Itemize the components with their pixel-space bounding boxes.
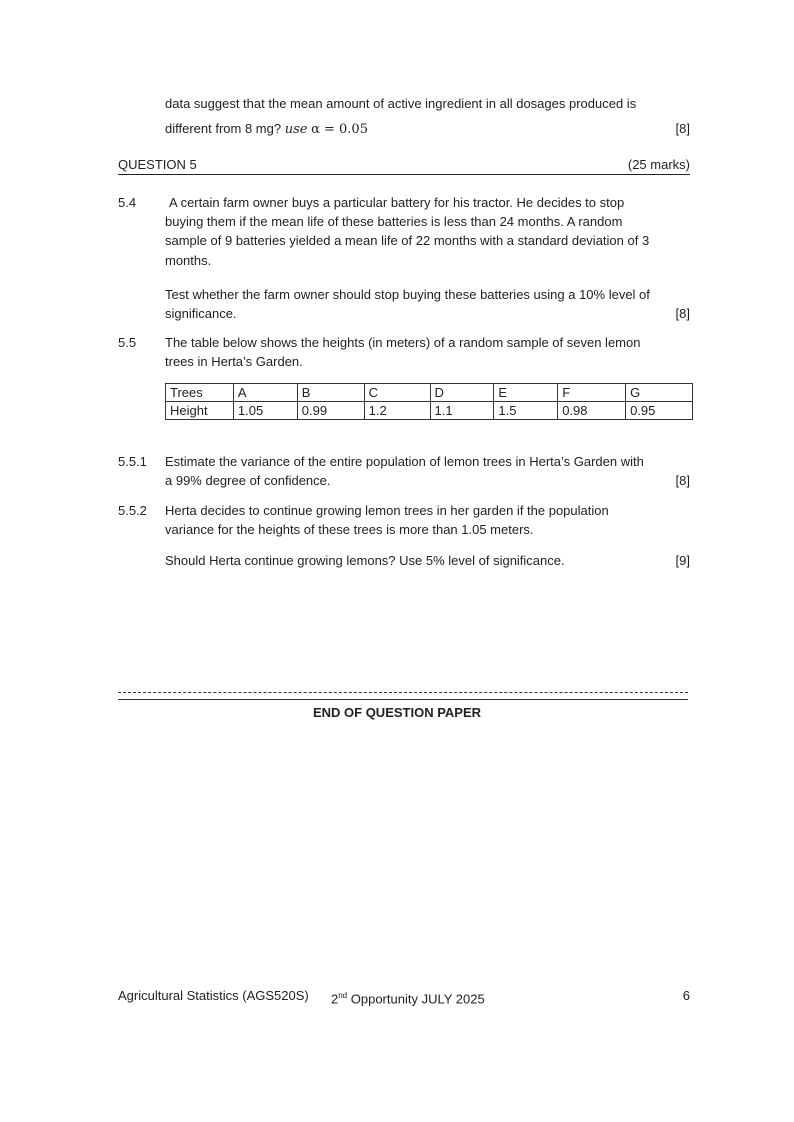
heights-table [165,383,693,420]
table-cell: 1.05 [233,402,297,420]
q5-5-2-number: 5.5.2 [118,503,147,518]
table-row [166,402,693,420]
question-marks: (25 marks) [627,157,690,172]
math-use: use [284,122,308,137]
q5-5-1-line: Estimate the variance of the entire population of lemon trees in Herta’s Garden with [165,454,644,469]
q5-4-line: months. [165,253,212,268]
solid-divider [118,699,688,700]
footer-opportunity [331,988,485,1007]
table-cell: G [626,384,693,402]
marks-5-4: [8] [675,306,690,321]
q5-5-1-number: 5.5.1 [118,454,147,469]
table-cell: 0.95 [626,402,693,420]
q5-5-2-question: Should Herta continue growing lemons? Use 5% level of significance. [165,553,565,568]
marks-5-5-1: [8] [675,473,690,488]
question-title: QUESTION 5 [118,157,197,172]
q5-5-2-line: variance for the heights of these trees is more than 1.05 meters. [165,522,534,537]
q5-5-number: 5.5 [118,335,137,350]
opportunity-text: Opportunity JULY 2025 [347,991,485,1007]
table-cell: 0.98 [558,402,626,420]
opportunity-number: 2 [331,991,339,1007]
table-cell: 1.5 [494,402,558,420]
marks-continuation: [8] [675,121,690,136]
footer-course: Agricultural Statistics (AGS520S) [118,988,309,1003]
q5-4-line: A certain farm owner buys a particular battery for his tractor. He decides to stop [169,195,625,210]
table-cell: Trees [166,384,234,402]
q5-5-line: The table below shows the heights (in meters) of a random sample of seven lemon [165,335,641,350]
end-of-paper: END OF QUESTION PAPER [312,705,482,720]
dashed-divider [118,692,688,693]
continuation-line-2 [165,121,368,138]
math-alpha: α = 0.05 [311,122,368,137]
continuation-text: different from 8 mg? [165,121,282,136]
q5-4-test-line: Test whether the farm owner should stop buying these batteries using a 10% level of [165,287,650,302]
table-cell: C [364,384,430,402]
table-cell: F [558,384,626,402]
q5-5-line: trees in Herta’s Garden. [165,354,303,369]
table-cell: D [430,384,494,402]
q5-4-line: sample of 9 batteries yielded a mean life of 22 months with a standard deviation of 3 [165,233,650,248]
table-cell: Height [166,402,234,420]
continuation-line-1: data suggest that the mean amount of active ingredient in all dosages produced is [165,96,637,111]
table-cell: 1.1 [430,402,494,420]
table-cell: 1.2 [364,402,430,420]
q5-5-2-line: Herta decides to continue growing lemon trees in her garden if the population [165,503,609,518]
q5-4-line: buying them if the mean life of these batteries is less than 24 months. A random [165,214,623,229]
q5-5-1-line: a 99% degree of confidence. [165,473,331,488]
opportunity-suffix: nd [338,991,348,1000]
table-cell: A [233,384,297,402]
table-cell: E [494,384,558,402]
page-number: 6 [682,988,690,1003]
question-header [118,157,690,175]
table-row [166,384,693,402]
table-cell: 0.99 [297,402,364,420]
table-cell: B [297,384,364,402]
marks-5-5-2: [9] [675,553,690,568]
q5-4-test-line: significance. [165,306,237,321]
q5-4-number: 5.4 [118,195,137,210]
